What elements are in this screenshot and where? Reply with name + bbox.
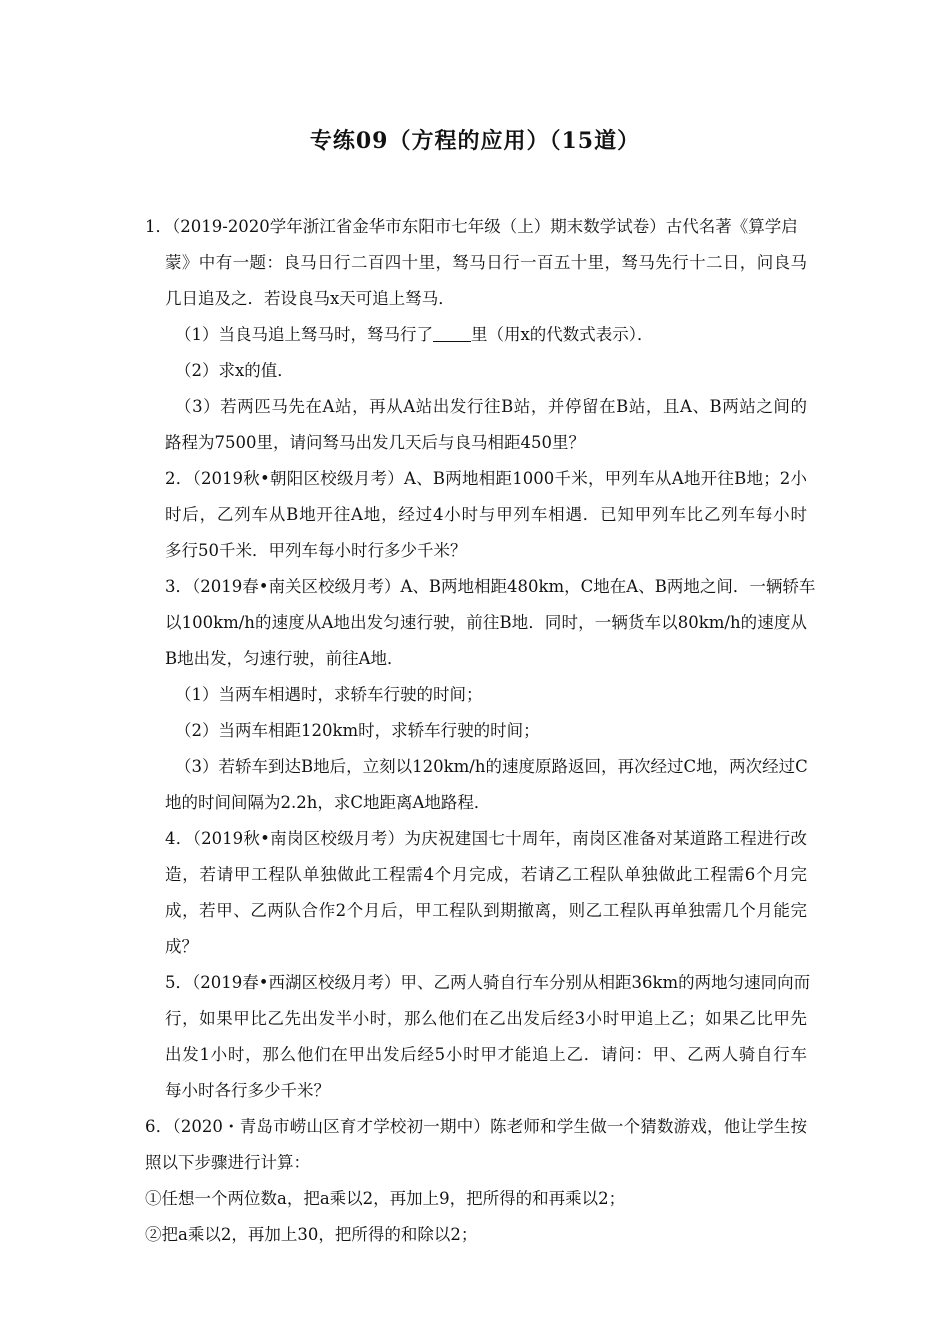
q3-line-3: B地出发，匀速行驶，前往A地． bbox=[165, 649, 404, 668]
q6-line-1: 6．（2020・青岛市崂山区育才学校初一期中）陈老师和学生做一个猜数游戏，他让学生按 bbox=[145, 1117, 807, 1136]
q4-line-3: 成，若甲、乙两队合作2个月后，甲工程队到期撤离，则乙工程队再单独需几个月能完 bbox=[165, 901, 807, 920]
q4-line-2: 造，若请甲工程队单独做此工程需4个月完成，若请乙工程队单独做此工程需6个月完 bbox=[165, 865, 807, 884]
q5-line-2: 行，如果甲比乙先出发半小时，那么他们在乙出发后经3小时甲追上乙；如果乙比甲先 bbox=[165, 1009, 807, 1028]
q1-part-3-line-2: 路程为7500里，请问驽马出发几天后与良马相距450里？ bbox=[165, 433, 585, 452]
q5-line-3: 出发1小时，那么他们在甲出发后经5小时甲才能追上乙．请问：甲、乙两人骑自行车 bbox=[165, 1045, 807, 1064]
q2-line-2: 时后，乙列车从B地开往A地，经过4小时与甲列车相遇．已知甲列车比乙列车每小时 bbox=[165, 505, 807, 524]
q1-line-1: 1．（2019-2020学年浙江省金华市东阳市七年级（上）期末数学试卷）古代名著《算学启 bbox=[145, 217, 798, 236]
q4-line-4: 成？ bbox=[165, 937, 198, 956]
q6-step-2: ②把a乘以2，再加上30，把所得的和除以2； bbox=[145, 1225, 478, 1244]
q6-line-2: 照以下步骤进行计算： bbox=[145, 1153, 310, 1172]
q3-part-3-line-2: 地的时间间隔为2.2h，求C地距离A地路程． bbox=[165, 793, 491, 812]
q3-part-1: （1）当两车相遇时，求轿车行驶的时间； bbox=[175, 685, 483, 704]
q3-line-2: 以100km/h的速度从A地出发匀速行驶，前往B地．同时，一辆货车以80km/h的速度从 bbox=[165, 613, 807, 632]
page-title: 专练09（方程的应用）（15道） bbox=[309, 128, 641, 154]
q3-line-1: 3．（2019春•南关区校级月考）A、B两地相距480km，C地在A、B两地之间．一辆轿车 bbox=[165, 577, 816, 596]
q2-line-1: 2．（2019秋•朝阳区校级月考）A、B两地相距1000千米，甲列车从A地开往B地；2小 bbox=[165, 469, 807, 488]
q5-line-1: 5．（2019春•西湖区校级月考）甲、乙两人骑自行车分别从相距36km的两地匀速同向而 bbox=[165, 973, 811, 992]
q1-part-2: （2）求x的值． bbox=[175, 361, 294, 380]
q5-line-4: 每小时各行多少千米？ bbox=[165, 1081, 330, 1100]
q6-step-1: ①任想一个两位数a，把a乘以2，再加上9，把所得的和再乘以2； bbox=[145, 1189, 626, 1208]
answer-blank bbox=[433, 325, 471, 342]
q4-line-1: 4．（2019秋•南岗区校级月考）为庆祝建国七十周年，南岗区准备对某道路工程进行改 bbox=[165, 829, 807, 848]
q3-part-3-line-1: （3）若轿车到达B地后，立刻以120km/h的速度原路返回，再次经过C地，两次经过C bbox=[175, 757, 808, 776]
q1-line-3: 几日追及之．若设良马x天可追上驽马． bbox=[165, 289, 455, 308]
q1-part-1 bbox=[175, 324, 654, 346]
q1-part-1-text-a: （1）当良马追上驽马时，驽马行了 bbox=[175, 325, 433, 344]
q1-part-1-text-b: 里（用x的代数式表示）． bbox=[471, 325, 654, 344]
q2-line-3: 多行50千米．甲列车每小时行多少千米？ bbox=[165, 541, 467, 560]
q1-part-3-line-1: （3）若两匹马先在A站，再从A站出发行往B站，并停留在B站，且A、B两站之间的 bbox=[175, 397, 807, 416]
q1-line-2: 蒙》中有一题：良马日行二百四十里，驽马日行一百五十里，驽马先行十二日，问良马 bbox=[165, 253, 807, 272]
q3-part-2: （2）当两车相距120km时，求轿车行驶的时间； bbox=[175, 721, 540, 740]
